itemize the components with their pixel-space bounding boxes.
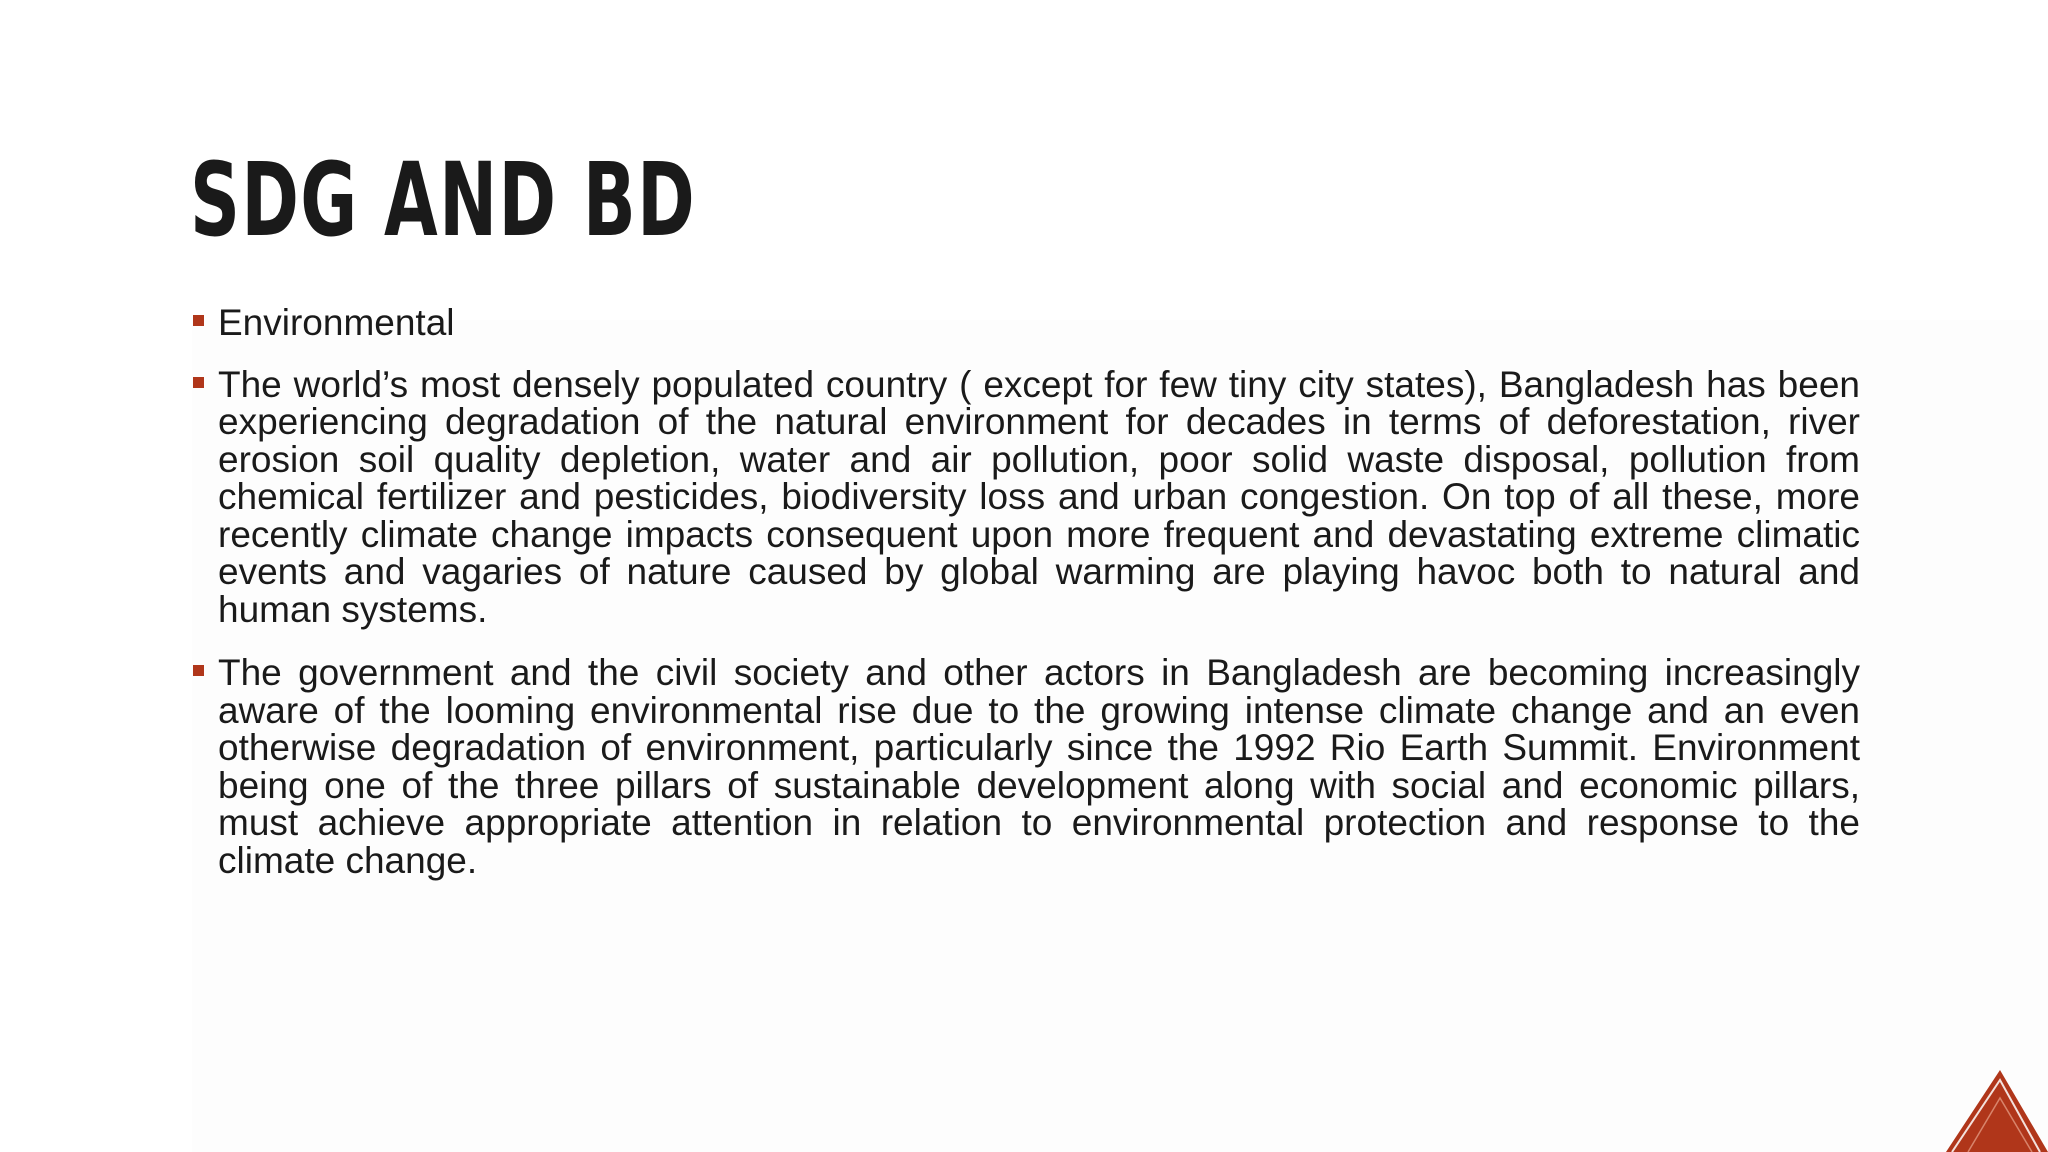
triangle-logo-icon (1944, 1068, 2048, 1152)
bullet-item (190, 363, 1860, 630)
bullet-list (190, 304, 1860, 905)
slide-title: SDG AND BD (190, 141, 697, 260)
bullet-text: Environmental (218, 302, 455, 343)
bullet-text: The world’s most densely populated country ( except for few tiny city states), Bangladesh has been experiencing degradation of the natural environment for decades in terms of deforestation, river erosion soil quality depletion, water and air pollution, poor solid waste disposal, pollution from chemical fertilizer and pesticides, biodiversity loss and urban congestion. On top of all these, more recently climate change impacts consequent upon more frequent and devastating extreme climatic events and vagaries of nature caused by global warming are playing havoc both to natural and human systems. (218, 363, 1860, 630)
square-bullet-icon (193, 665, 204, 676)
bullet-item (190, 304, 1860, 342)
bullet-text: The government and the civil society and other actors in Bangladesh are becoming increasingly aware of the looming environmental rise due to the growing intense climate change and an even otherwise degradation of environment, particularly since the 1992 Rio Earth Summit. Environment being one of the three pillars of sustainable development along with social and economic pillars, must achieve appropriate attention in relation to environmental protection and response to the climate change. (218, 652, 1860, 881)
square-bullet-icon (193, 315, 204, 326)
bullet-item (190, 654, 1860, 879)
square-bullet-icon (193, 377, 204, 388)
